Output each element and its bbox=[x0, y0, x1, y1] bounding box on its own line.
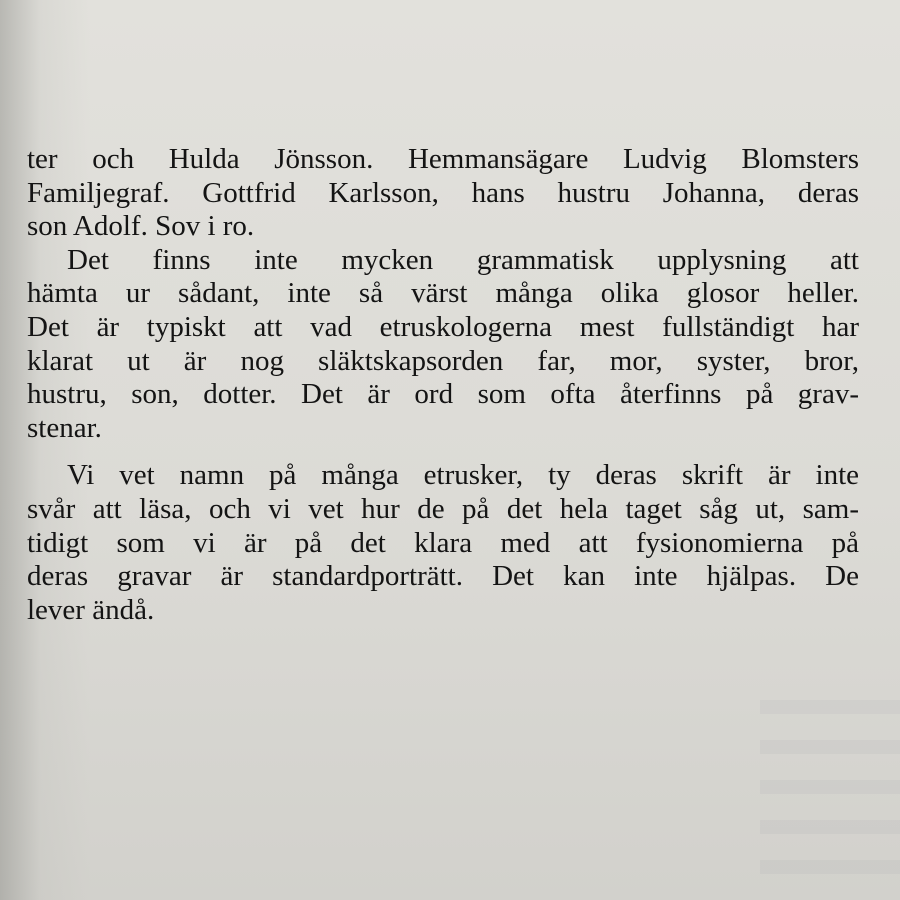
text-line: deras gravar är standardporträtt. Det kan inte hjälpas. De bbox=[27, 560, 859, 593]
show-through-texture bbox=[760, 700, 900, 900]
paragraph-1 bbox=[27, 143, 859, 244]
text-line: lever ändå. bbox=[27, 593, 155, 626]
text-line: tidigt som vi är på det klara med att fysionomierna på bbox=[27, 526, 859, 559]
text-line: son Adolf. Sov i ro. bbox=[27, 210, 255, 243]
paragraph-3 bbox=[27, 459, 859, 627]
text-line: hustru, son, dotter. Det är ord som ofta återfinns på grav- bbox=[27, 378, 859, 411]
paragraph-spacer bbox=[27, 445, 859, 459]
body-text bbox=[27, 143, 859, 627]
text-line: stenar. bbox=[27, 411, 102, 444]
text-line: Det finns inte mycken grammatisk upplysning att bbox=[67, 243, 859, 276]
text-line: Familjegraf. Gottfrid Karlsson, hans hustru Johanna, deras bbox=[27, 176, 859, 209]
text-line: ter och Hulda Jönsson. Hemmansägare Ludvig Blomsters bbox=[27, 143, 859, 175]
text-line: klarat ut är nog släktskapsorden far, mor, syster, bror, bbox=[27, 344, 859, 377]
text-line: Vi vet namn på många etrusker, ty deras skrift är inte bbox=[67, 459, 859, 492]
text-line: hämta ur sådant, inte så värst många olika glosor heller. bbox=[27, 277, 859, 310]
text-line: Det är typiskt att vad etruskologerna mest fullständigt har bbox=[27, 310, 859, 343]
text-line: svår att läsa, och vi vet hur de på det hela taget såg ut, sam- bbox=[27, 492, 859, 525]
paragraph-2 bbox=[27, 244, 859, 446]
